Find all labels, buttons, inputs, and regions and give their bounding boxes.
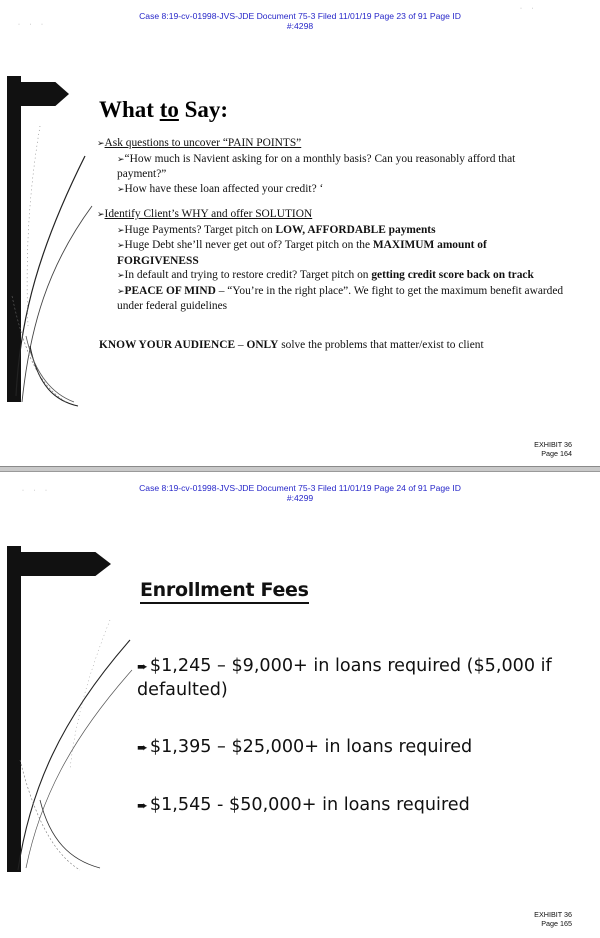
exhibit-label	[534, 910, 572, 928]
exhibit-page: Page 164	[541, 449, 572, 458]
court-header-line2: #:4298	[286, 21, 314, 31]
solution-section	[97, 207, 567, 314]
triangle-arrow-icon: ➢	[117, 271, 125, 281]
right-arrow-icon: ➨	[137, 660, 148, 675]
triangle-arrow-icon: ➢	[117, 286, 125, 297]
court-header	[0, 483, 600, 503]
triangle-arrow-icon: ➢	[97, 139, 105, 149]
triangle-arrow-icon: ➢	[117, 154, 125, 165]
triangle-arrow-icon: ➢	[117, 184, 125, 195]
know-your-audience-line: KNOW YOUR AUDIENCE – ONLY solve the problems that matter/exist to client	[99, 339, 484, 351]
scan-specks: · · ·	[22, 488, 51, 494]
exhibit-page: Page 165	[541, 919, 572, 928]
right-arrow-icon: ➨	[137, 741, 148, 756]
decorative-swirl	[0, 96, 100, 426]
exhibit-number: EXHIBIT 36	[534, 910, 572, 919]
list-item: ➢In default and trying to restore credit? Target pitch on getting credit score back on track	[117, 269, 534, 281]
court-header	[0, 11, 600, 31]
triangle-arrow-icon: ➢	[117, 241, 125, 251]
slide-title: What to Say:	[99, 97, 229, 122]
pain-points-section	[97, 136, 567, 197]
court-header-line1: Case 8:19-cv-01998-JVS-JDE Document 75-3 Filed 11/01/19 Page 23 of 91 Page ID	[139, 11, 461, 21]
exhibit-number: EXHIBIT 36	[534, 440, 572, 449]
list-item: ➨ $1,545 - $50,000+ in loans required	[137, 795, 470, 815]
scan-specks: · · ·	[18, 22, 47, 28]
court-header-line1: Case 8:19-cv-01998-JVS-JDE Document 75-3 Filed 11/01/19 Page 24 of 91 Page ID	[139, 483, 461, 493]
list-item: ➨ $1,395 – $25,000+ in loans required	[137, 737, 473, 757]
scan-specks: · ·	[520, 6, 538, 12]
list-item: ➢“How much is Navient asking for on a monthly basis? Can you reasonably afford that payment?”	[117, 152, 516, 180]
list-item: ➨ $1,245 – $9,000+ in loans required ($5,000 if defaulted)	[137, 656, 552, 700]
list-item: ➢PEACE OF MIND – “You’re in the right place”. We fight to get the maximum benefit awarded under federal guidelines	[117, 284, 564, 312]
title-underline	[140, 602, 309, 604]
slide-title: Enrollment Fees	[140, 579, 309, 601]
list-item: ➢Huge Payments? Target pitch on LOW, AFFORDABLE payments	[117, 223, 436, 236]
signpost-arrow	[7, 552, 111, 576]
court-header-line2: #:4299	[286, 493, 314, 503]
exhibit-label	[534, 440, 572, 458]
document-page-164	[0, 0, 600, 466]
triangle-arrow-icon: ➢	[117, 225, 125, 236]
section-heading: ➢Identify Client’s WHY and offer SOLUTION	[97, 208, 313, 220]
right-arrow-icon: ➨	[137, 799, 148, 814]
triangle-arrow-icon: ➢	[97, 210, 105, 220]
section-heading: ➢Ask questions to uncover “PAIN POINTS”	[97, 137, 302, 149]
list-item: ➢Huge Debt she’ll never get out of? Target pitch on the MAXIMUM amount of FORGIVENESS	[117, 239, 487, 267]
list-item: ➢How have these loan affected your credit? ‘	[117, 182, 324, 195]
decorative-swirl	[0, 600, 140, 900]
